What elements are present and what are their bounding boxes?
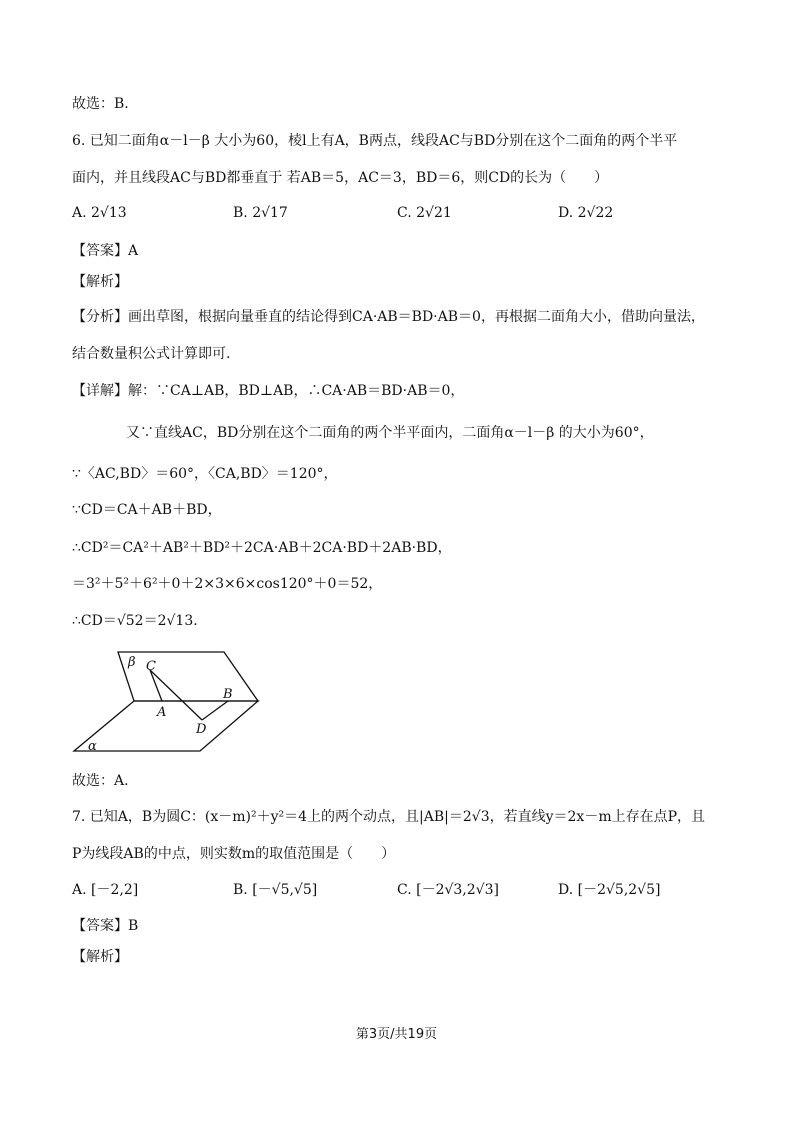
q7-option-a: A. [－2,2]: [72, 882, 139, 898]
q6-detail-line7: ∴CD＝√52＝2√13.: [72, 613, 198, 629]
plane-beta: [118, 652, 258, 701]
q6-stem-line1: 6. 已知二面角α－l－β 大小为60，棱l上有A，B两点，线段AC与BD分别在这个二面角的两个半平: [72, 133, 678, 149]
q7-stem-line1: 7. 已知A，B为圆C：(x－m)²＋y²＝4上的两个动点，且|AB|＝2√3，若直线y＝2x－m上存在点P，且: [72, 809, 706, 825]
answer-value: A: [128, 243, 139, 259]
label-c: C: [146, 659, 156, 674]
detail-text: 解：∵CA⊥AB，BD⊥AB，∴CA·AB＝BD·AB＝0，: [128, 383, 465, 399]
q7-answer-line: [72, 916, 138, 936]
label-d: D: [196, 722, 207, 737]
fenxi-text: 画出草图，根据向量垂直的结论得到CA·AB＝BD·AB＝0，再根据二面角大小，借助向量法，: [128, 309, 705, 325]
answer-value: B: [128, 918, 139, 934]
segment-db: [202, 701, 228, 720]
fenxi-tag: 【分析】: [72, 309, 128, 325]
q6-final-answer: 故选：A.: [72, 773, 129, 789]
label-alpha: α: [88, 739, 97, 754]
q7-analysis-tag: 【解析】: [72, 949, 128, 965]
prev-answer: 故选：B.: [72, 96, 129, 112]
q6-answer-line: [72, 241, 138, 261]
answer-tag: 【答案】: [72, 243, 128, 259]
q7-option-b: B. [－√5,√5]: [233, 882, 318, 898]
q6-option-a: A. 2√13: [72, 205, 127, 221]
q6-detail-line3: ∵〈AC,BD〉＝60°，〈CA,BD〉＝120°，: [72, 466, 338, 482]
q6-detail-line1: [72, 381, 464, 401]
q7-option-d: D. [－2√5,2√5]: [558, 882, 661, 898]
q6-detail-line2: 又∵直线AC，BD分别在这个二面角的两个半平面内，二面角α－l－β 的大小为60°，: [126, 425, 654, 441]
q6-option-b: B. 2√17: [233, 205, 288, 221]
label-beta: β: [128, 655, 136, 670]
q7-stem-line2: P为线段AB的中点，则实数m的取值范围是（ ）: [72, 846, 396, 862]
q6-stem-line2: 面内，并且线段AC与BD都垂直于 若AB＝5，AC＝3，BD＝6，则CD的长为（ ）: [72, 170, 609, 186]
detail-tag: 【详解】: [72, 383, 128, 399]
page-footer: 第3页/共19页: [355, 1027, 438, 1042]
q6-analysis-tag: 【解析】: [72, 274, 128, 290]
q6-detail-line6: ＝3²＋5²＋6²＋0＋2×3×6×cos120°＋0＝52，: [72, 576, 383, 592]
q6-fenxi-line1: [72, 307, 705, 327]
q6-option-c: C. 2√21: [397, 205, 452, 221]
q6-option-d: D. 2√22: [558, 205, 614, 221]
q6-detail-line4: ∵CD＝CA＋AB＋BD，: [72, 502, 222, 518]
q6-fenxi-line2: 结合数量积公式计算即可.: [72, 346, 231, 362]
label-b: B: [223, 687, 233, 702]
dihedral-angle-figure: [72, 650, 262, 756]
segment-ca: [150, 670, 162, 701]
label-a: A: [157, 705, 167, 720]
q7-option-c: C. [－2√3,2√3]: [397, 882, 499, 898]
answer-tag: 【答案】: [72, 918, 128, 934]
q6-detail-line5: ∴CD²＝CA²＋AB²＋BD²＋2CA·AB＋2CA·BD＋2AB·BD，: [72, 540, 452, 556]
